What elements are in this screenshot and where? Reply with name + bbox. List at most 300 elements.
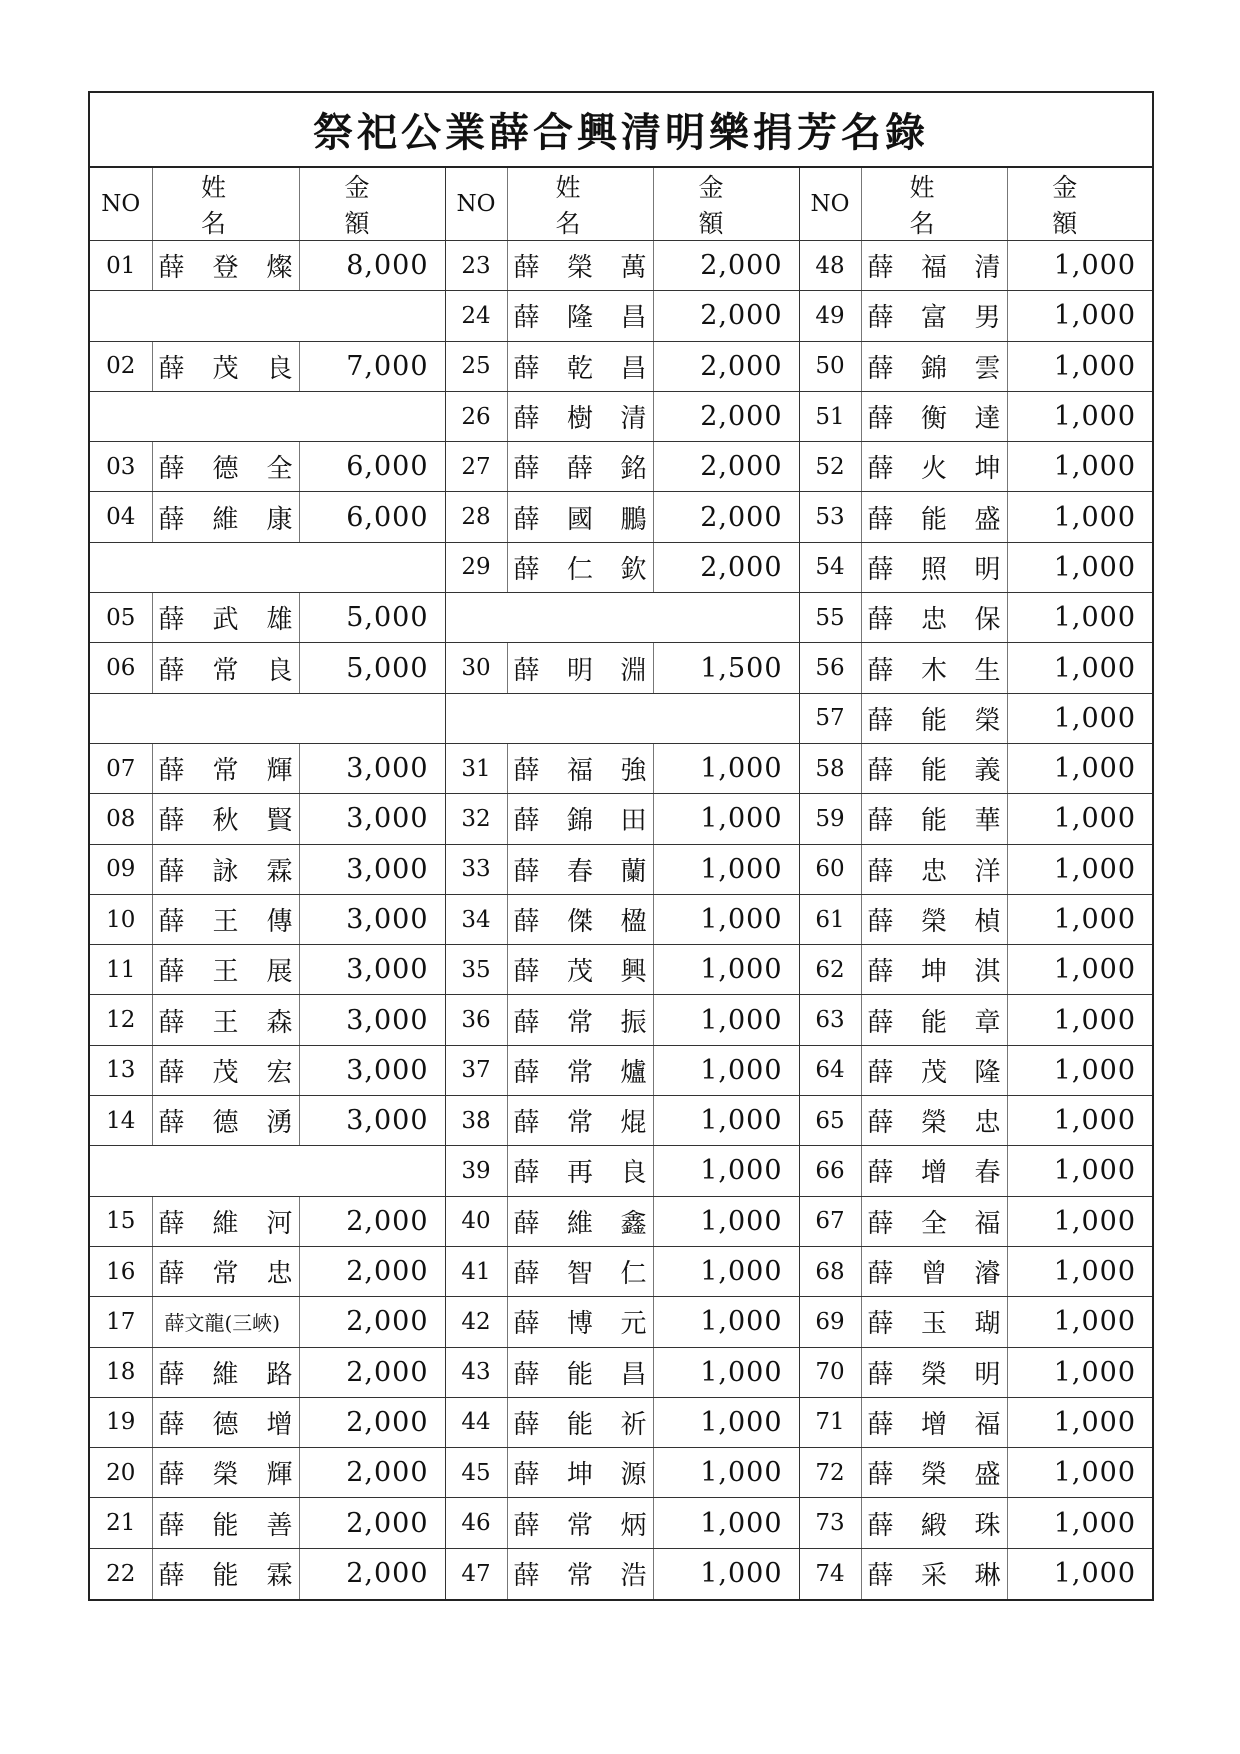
entry-number: 38 [445,1096,507,1146]
donor-name [152,1297,299,1347]
empty-entry [90,1146,445,1196]
donation-amount: 2,000 [299,1297,445,1347]
donor-name [861,241,1007,291]
table-row [90,693,1152,743]
table-row [90,341,1152,391]
donation-amount: 1,000 [1053,1558,1136,1590]
entry-number: 01 [90,241,152,291]
donor-name [861,643,1007,693]
donor-name [507,442,653,492]
donation-amount: 1,000 [1007,442,1152,492]
donation-amount: 1,000 [1007,291,1152,341]
entry-number: 37 [445,1045,507,1095]
entry-number: 43 [445,1347,507,1397]
header-name: 姓 名 [507,168,653,241]
donation-amount: 1,000 [1007,241,1152,291]
entry-number: 13 [90,1045,152,1095]
donor-name [861,1548,1007,1598]
donation-amount: 1,000 [653,1548,799,1598]
donation-amount: 2,000 [653,291,799,341]
donor-name-text: 薛 維 康 [158,504,293,535]
donor-table-body [90,241,1152,1599]
entry-number: 66 [799,1146,861,1196]
donor-name-text: 薛 國 鵬 [513,504,647,535]
entry-number: 28 [445,492,507,542]
entry-number: 70 [799,1347,861,1397]
donor-name-text: 薛 仁 欽 [513,554,647,585]
table-row [90,492,1152,542]
donor-name [152,844,299,894]
donation-amount: 3,000 [299,794,445,844]
donor-name-text: 薛 茂 宏 [158,1057,293,1088]
entry-number: 34 [445,894,507,944]
donor-name-text: 薛 采 琳 [867,1561,1001,1592]
donation-amount: 3,000 [299,1096,445,1146]
header-name: 姓 名 [152,168,299,241]
donation-amount: 1,000 [1007,542,1152,592]
donor-name [507,1347,653,1397]
donation-amount: 2,000 [299,1196,445,1246]
donor-name-text: 薛 樹 清 [513,404,647,435]
donation-amount: 1,000 [653,844,799,894]
donor-name-text: 薛 榮 明 [867,1359,1001,1390]
donor-name [861,743,1007,793]
donation-amount: 2,000 [653,442,799,492]
donor-name [152,442,299,492]
donor-name [861,442,1007,492]
donor-name-text: 薛 常 輝 [158,756,293,787]
donation-amount: 1,000 [653,995,799,1045]
donation-amount: 1,000 [653,1448,799,1498]
donation-amount: 1,000 [1007,945,1152,995]
donation-amount: 1,000 [653,945,799,995]
entry-number: 73 [799,1498,861,1548]
donation-amount: 1,000 [653,894,799,944]
header-no: NO [799,168,861,241]
table-row [90,1146,1152,1196]
donor-name [152,593,299,643]
donor-name [152,1498,299,1548]
entry-number: 40 [445,1196,507,1246]
entry-number: 52 [799,442,861,492]
donation-amount: 2,000 [299,1246,445,1296]
entry-number: 50 [799,341,861,391]
entry-number: 12 [90,995,152,1045]
entry-number: 08 [90,794,152,844]
donor-list-sheet [88,91,1163,1601]
donor-name-text: 薛 木 生 [867,655,1001,686]
donor-name-text: 薛 智 仁 [513,1259,647,1290]
entry-number: 46 [445,1498,507,1548]
donor-name-text: 薛 忠 洋 [867,856,1001,887]
table-row [90,995,1152,1045]
donor-name-text: 薛 榮 忠 [867,1108,1001,1139]
donor-name-text: 薛 能 義 [867,756,1001,787]
donor-name [507,1045,653,1095]
donor-name [861,593,1007,643]
entry-number: 35 [445,945,507,995]
donor-name-text: 薛 登 燦 [158,253,293,284]
donor-name-text: 薛 火 坤 [867,454,1001,485]
donor-name [861,1397,1007,1447]
donation-amount: 1,000 [1007,894,1152,944]
donation-amount: 5,000 [299,593,445,643]
entry-number: 11 [90,945,152,995]
donation-amount: 1,000 [653,1045,799,1095]
donor-name [152,1548,299,1598]
header-no: NO [445,168,507,241]
donor-name [861,492,1007,542]
donor-name-text: 薛 茂 隆 [867,1057,1001,1088]
donor-name [507,1397,653,1447]
donation-amount: 2,000 [299,1548,445,1598]
donor-name [152,1096,299,1146]
table-row [90,442,1152,492]
donation-amount: 3,000 [299,1045,445,1095]
donor-name-text: 薛 德 湧 [158,1108,293,1139]
donor-name-text: 薛 能 華 [867,806,1001,837]
donor-name-text: 薛 常 良 [158,655,293,686]
entry-number: 62 [799,945,861,995]
donation-amount: 1,000 [653,794,799,844]
entry-number: 59 [799,794,861,844]
entry-number: 15 [90,1196,152,1246]
entry-number: 45 [445,1448,507,1498]
donor-name [507,492,653,542]
donor-name [152,1448,299,1498]
table-row [90,1096,1152,1146]
entry-number: 21 [90,1498,152,1548]
table-row [90,391,1152,441]
donation-amount: 2,000 [653,241,799,291]
donation-amount: 1,000 [1007,693,1152,743]
donation-amount: 1,000 [653,1498,799,1548]
donation-amount: 1,000 [1007,844,1152,894]
entry-number: 60 [799,844,861,894]
donor-name-text: 薛 福 強 [513,756,647,787]
donor-name [507,1548,653,1598]
entry-number: 33 [445,844,507,894]
donor-name [507,391,653,441]
donor-name [152,241,299,291]
donation-amount: 1,000 [1007,1498,1152,1548]
table-row [90,794,1152,844]
donor-name [152,995,299,1045]
empty-entry [445,693,799,743]
donation-amount: 2,000 [299,1448,445,1498]
donor-name-text: 薛 全 福 [867,1208,1001,1239]
entry-number: 67 [799,1196,861,1246]
donor-name [507,1448,653,1498]
entry-number: 14 [90,1096,152,1146]
entry-number: 65 [799,1096,861,1146]
donor-name-text: 薛 茂 良 [158,353,293,384]
donation-amount: 1,000 [1007,1146,1152,1196]
donor-name [861,1196,1007,1246]
donor-name [507,542,653,592]
entry-number: 06 [90,643,152,693]
table-row [90,1448,1152,1498]
donor-name [152,1397,299,1447]
donor-name-text: 薛 榮 盛 [867,1460,1001,1491]
donor-name-text: 薛 武 雄 [158,605,293,636]
donor-name-text: 薛 福 清 [867,253,1001,284]
donor-name [152,1196,299,1246]
donor-name [507,241,653,291]
donor-name-text: 薛 坤 淇 [867,957,1001,988]
donor-name [152,643,299,693]
donor-name-text: 薛 榮 楨 [867,907,1001,937]
empty-entry [90,291,445,341]
donor-name-text: 薛 王 展 [158,957,293,988]
donation-amount: 1,000 [1007,1196,1152,1246]
table-row [90,643,1152,693]
donor-name [507,995,653,1045]
entry-number: 25 [445,341,507,391]
entry-number: 05 [90,593,152,643]
donation-amount: 1,000 [653,1196,799,1246]
empty-entry [90,542,445,592]
donor-name-text: 薛 隆 昌 [513,303,647,334]
table-row [90,1297,1152,1347]
table-row [90,1246,1152,1296]
donor-name [507,794,653,844]
donor-name [507,643,653,693]
donation-amount: 1,500 [653,643,799,693]
entry-number: 04 [90,492,152,542]
donor-name-text: 薛 常 爐 [513,1057,647,1088]
donor-name [861,693,1007,743]
donor-name [861,844,1007,894]
donor-name [152,1347,299,1397]
donor-name-text: 薛 春 蘭 [513,856,647,887]
donation-amount: 1,000 [1007,743,1152,793]
table-row [90,1397,1152,1447]
donation-amount: 1,000 [1007,995,1152,1045]
donor-name-text: 薛 維 河 [158,1208,293,1239]
donor-name [152,794,299,844]
donation-amount: 1,000 [653,1397,799,1447]
entry-number: 18 [90,1347,152,1397]
donation-amount: 1,000 [653,1347,799,1397]
entry-number: 36 [445,995,507,1045]
entry-number: 27 [445,442,507,492]
donor-name [861,995,1007,1045]
donor-name-text: 薛 能 昌 [513,1359,647,1390]
donor-name [152,341,299,391]
header-name: 姓 名 [861,168,1007,241]
donor-name-text: 薛 常 忠 [158,1259,293,1290]
header-no: NO [90,168,152,241]
donor-name-text: 薛 王 森 [158,1007,293,1038]
entry-number: 61 [799,894,861,944]
donor-name [507,844,653,894]
donation-amount: 3,000 [299,945,445,995]
table-row [90,542,1152,592]
entry-number: 69 [799,1297,861,1347]
donor-name-text: 薛 曾 濬 [867,1259,1001,1290]
donation-amount: 8,000 [299,241,445,291]
donor-name [152,1045,299,1095]
entry-number: 16 [90,1246,152,1296]
entry-number: 29 [445,542,507,592]
donation-amount: 1,000 [653,1246,799,1296]
donor-table [90,168,1163,1599]
donor-name [861,341,1007,391]
donor-name [152,894,299,944]
entry-number: 10 [90,894,152,944]
donor-name [507,291,653,341]
donor-name-text: 薛 增 春 [867,1158,1001,1189]
donor-name-text: 薛 維 路 [158,1359,293,1390]
entry-number: 54 [799,542,861,592]
donation-amount: 1,000 [1007,1045,1152,1095]
donation-amount: 1,000 [1007,1448,1152,1498]
donation-amount: 2,000 [653,542,799,592]
donor-name-text: 薛 傑 楹 [513,907,647,937]
donor-name-text: 薛 增 福 [867,1409,1001,1440]
donation-amount: 3,000 [299,743,445,793]
header-row [90,168,1152,241]
donation-amount: 6,000 [299,442,445,492]
entry-number: 64 [799,1045,861,1095]
donation-amount: 3,000 [299,844,445,894]
entry-number: 20 [90,1448,152,1498]
table-row [90,945,1152,995]
table-row [90,291,1152,341]
donation-amount: 6,000 [299,492,445,542]
entry-number: 71 [799,1397,861,1447]
donor-name [507,945,653,995]
donor-name-text: 薛 詠 霖 [158,856,293,887]
donor-name-text: 薛 忠 保 [867,605,1001,636]
donor-name-text: 薛 乾 昌 [513,353,647,384]
donor-name-text: 薛 富 男 [867,303,1001,334]
donation-amount: 1,000 [653,1146,799,1196]
donation-amount: 1,000 [1007,1397,1152,1447]
donor-name [861,1498,1007,1548]
entry-number: 55 [799,593,861,643]
donor-name-text: 薛 常 炳 [513,1510,647,1541]
entry-number: 51 [799,391,861,441]
donor-name [861,1347,1007,1397]
donor-name-text: 薛 常 焜 [513,1108,647,1139]
empty-entry [445,593,799,643]
donation-amount: 1,000 [1007,794,1152,844]
donor-name [507,1196,653,1246]
donation-amount: 1,000 [1007,391,1152,441]
donor-name [861,1045,1007,1095]
empty-entry [90,391,445,441]
entry-number: 24 [445,291,507,341]
entry-number: 53 [799,492,861,542]
empty-entry [90,693,445,743]
table-row [90,593,1152,643]
table-row [90,1548,1152,1598]
donor-name [507,1246,653,1296]
donor-name [507,1297,653,1347]
donor-name-text: 薛 常 浩 [513,1561,647,1592]
entry-number: 74 [815,1560,845,1587]
donor-name [861,794,1007,844]
entry-number: 63 [799,995,861,1045]
donor-name-text: 薛 照 明 [867,554,1001,585]
table-row [90,1045,1152,1095]
donor-name [861,291,1007,341]
table-row [90,1196,1152,1246]
donor-name [861,391,1007,441]
donor-name-text: 薛 常 振 [513,1007,647,1038]
entry-number: 68 [799,1246,861,1296]
donation-amount: 1,000 [653,1297,799,1347]
donor-name [861,894,1007,944]
entry-number: 49 [799,291,861,341]
donor-name-text: 薛 能 霖 [158,1561,293,1592]
donor-name [507,1498,653,1548]
donor-name-text: 薛 錦 雲 [867,353,1001,384]
donor-name-text: 薛 能 善 [158,1510,293,1541]
donation-amount: 7,000 [299,341,445,391]
entry-number: 41 [445,1246,507,1296]
donation-amount: 1,000 [1007,492,1152,542]
donor-name [152,1246,299,1296]
donor-name-text: 薛 維 鑫 [513,1208,647,1239]
entry-number: 09 [90,844,152,894]
donor-name [152,945,299,995]
donation-amount: 2,000 [653,391,799,441]
donor-name-text: 薛 能 榮 [867,705,1001,736]
donor-name [861,1297,1007,1347]
table-row [90,1498,1152,1548]
entry-number: 72 [799,1448,861,1498]
entry-number: 44 [445,1397,507,1447]
entry-number: 17 [90,1297,152,1347]
donor-name-text: 薛 明 淵 [513,655,647,686]
donor-name-text: 薛文龍(三峽) [164,1311,281,1336]
donor-name-text: 薛 王 傳 [158,907,293,937]
donor-name [152,743,299,793]
donor-name [861,945,1007,995]
entry-number: 48 [799,241,861,291]
donor-name-text: 薛 薛 銘 [513,454,647,485]
donor-name-text: 薛 德 增 [158,1409,293,1440]
document-title: 祭祀公業薛合興清明樂捐芳名錄 [90,93,1152,168]
entry-number: 07 [90,743,152,793]
donor-name [507,1096,653,1146]
donation-amount: 2,000 [299,1347,445,1397]
donor-name [507,743,653,793]
entry-number: 19 [90,1397,152,1447]
donor-name-text: 薛 能 盛 [867,504,1001,535]
table-row [90,844,1152,894]
donor-name [861,1448,1007,1498]
donation-amount: 1,000 [1007,1096,1152,1146]
donor-name-text: 薛 緞 珠 [867,1510,1001,1541]
donation-amount: 1,000 [653,743,799,793]
donor-name [861,542,1007,592]
header-amount: 金 額 [1007,168,1152,241]
donor-name-text: 薛 衡 達 [867,404,1001,435]
donor-name-text: 薛 榮 輝 [158,1460,293,1491]
entry-number: 22 [106,1560,136,1587]
donation-amount: 1,000 [1007,341,1152,391]
donor-name [861,1096,1007,1146]
donor-name [861,1146,1007,1196]
table-row [90,743,1152,793]
entry-number: 31 [445,743,507,793]
donation-amount: 1,000 [1007,593,1152,643]
donor-name-text: 薛 坤 源 [513,1460,647,1491]
